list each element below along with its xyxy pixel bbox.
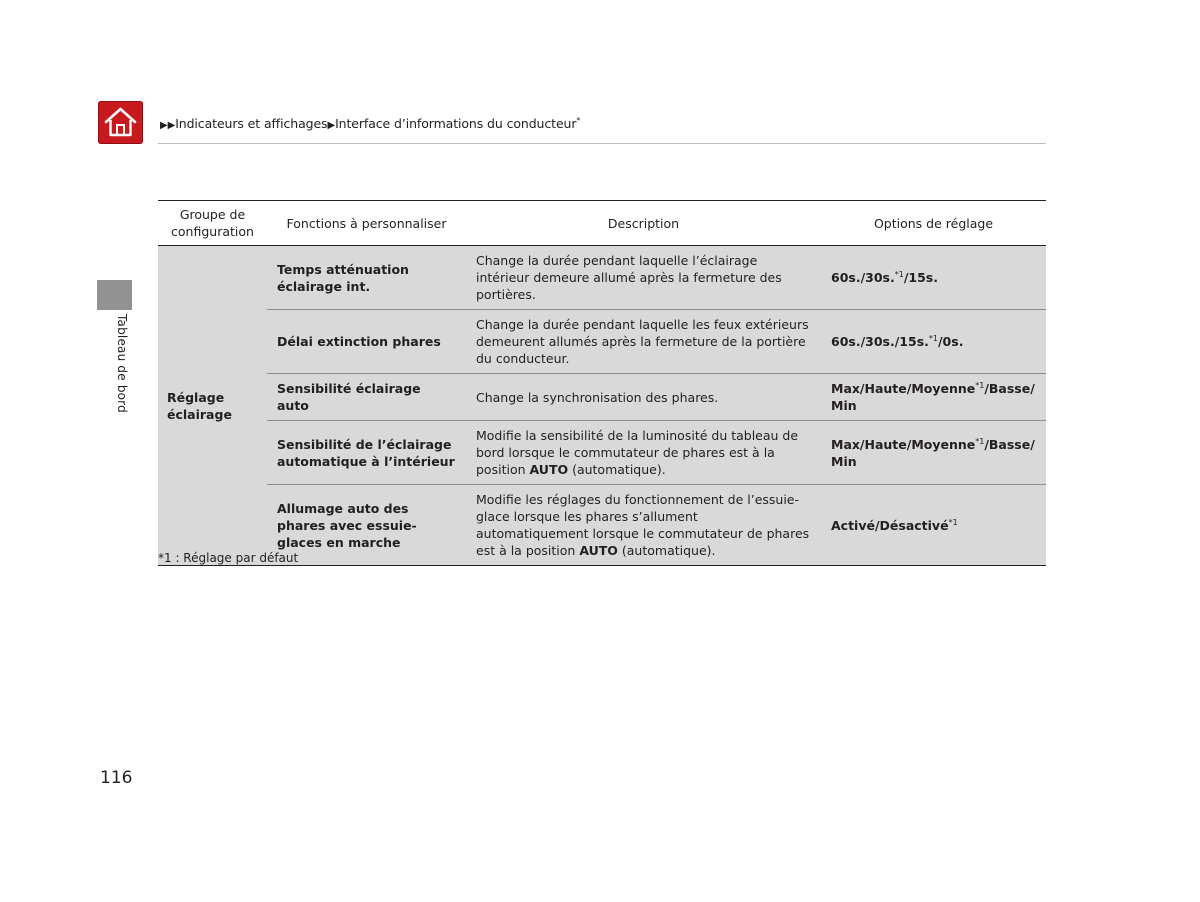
header-group: Groupe de configuration (158, 201, 267, 246)
function-cell: Temps atténuation éclairage int. (267, 246, 466, 310)
page-number: 116 (100, 768, 133, 788)
footnote: *1 : Réglage par défaut (158, 551, 299, 565)
home-icon (102, 104, 139, 141)
table-row (158, 246, 1046, 310)
header-description: Description (466, 201, 821, 246)
header-options: Options de réglage (821, 201, 1046, 246)
text-run: /Basse/ Min (831, 436, 1035, 469)
header-divider (158, 143, 1046, 144)
breadcrumb-link-indicateurs[interactable]: Indicateurs et affichages (175, 116, 328, 132)
footnote-marker: *1 (948, 517, 958, 527)
text-run: (automatique). (568, 462, 666, 477)
description-cell (466, 246, 821, 310)
function-cell: Allumage auto des phares avec essuie-glaces en marche (267, 485, 466, 566)
breadcrumb-link-interface[interactable]: Interface d’informations du conducteur* (335, 116, 581, 132)
table-row (158, 310, 1046, 374)
text-run: (automatique). (617, 543, 716, 558)
text-run: AUTO (579, 543, 618, 558)
settings-table (158, 200, 1046, 566)
options-cell (821, 485, 1046, 566)
function-cell: Sensibilité de l’éclairage automatique à l’intérieur (267, 421, 466, 485)
function-cell: Délai extinction phares (267, 310, 466, 374)
options-cell (821, 246, 1046, 310)
description-cell (466, 485, 821, 566)
home-button[interactable] (98, 101, 143, 144)
function-cell: Sensibilité éclairage auto (267, 374, 466, 421)
footnote-marker: *1 (928, 333, 938, 343)
description-cell (466, 374, 821, 421)
text-run: 60s./30s./15s. (831, 334, 929, 349)
text-run: Modifie la sensibilité de la luminosité du tableau de bord lorsque le commutateur de phares est à la position (476, 428, 799, 477)
footnote-marker: *1 (894, 269, 904, 279)
text-run: Activé/Désactivé (831, 517, 949, 533)
text-run: Change la synchronisation des phares. (476, 389, 719, 405)
breadcrumb-arrow-icon: ▶ (327, 120, 336, 132)
options-cell (821, 421, 1046, 485)
text-run: Change la durée pendant laquelle les feux extérieurs demeurent allumés après la fermeture de la portière du conducteur. (476, 317, 809, 366)
group-cell: Réglage éclairage (158, 246, 267, 566)
text-run: /0s. (937, 334, 964, 349)
section-tab-label: Tableau de bord (115, 314, 129, 413)
breadcrumb (160, 116, 580, 131)
text-run: Max/Haute/Moyenne (831, 436, 976, 452)
footnote-marker: *1 (975, 380, 985, 390)
text-run: Change la durée pendant laquelle l’éclairage intérieur demeure allumé après la fermeture des portières. (476, 253, 782, 302)
options-cell (821, 374, 1046, 421)
table-row (158, 374, 1046, 421)
breadcrumb-arrow-icon: ▶▶ (160, 120, 176, 132)
text-run: /Basse/ Min (831, 381, 1035, 413)
table-row (158, 421, 1046, 485)
options-cell (821, 310, 1046, 374)
description-cell (466, 421, 821, 485)
footnote-marker: *1 (975, 436, 985, 446)
text-run: /15s. (903, 270, 938, 285)
section-tab-marker (97, 280, 132, 310)
text-run: Max/Haute/Moyenne (831, 381, 976, 396)
text-run: 60s./30s. (831, 270, 895, 285)
header-function: Fonctions à personnaliser (267, 201, 466, 246)
description-cell (466, 310, 821, 374)
text-run: Modifie les réglages du fonctionnement de l’essuie-glace lorsque les phares s’allument automatiquement lorsque le commutateur de phares est à la position (476, 492, 810, 558)
table-header-row (158, 201, 1046, 246)
text-run: AUTO (529, 462, 569, 477)
